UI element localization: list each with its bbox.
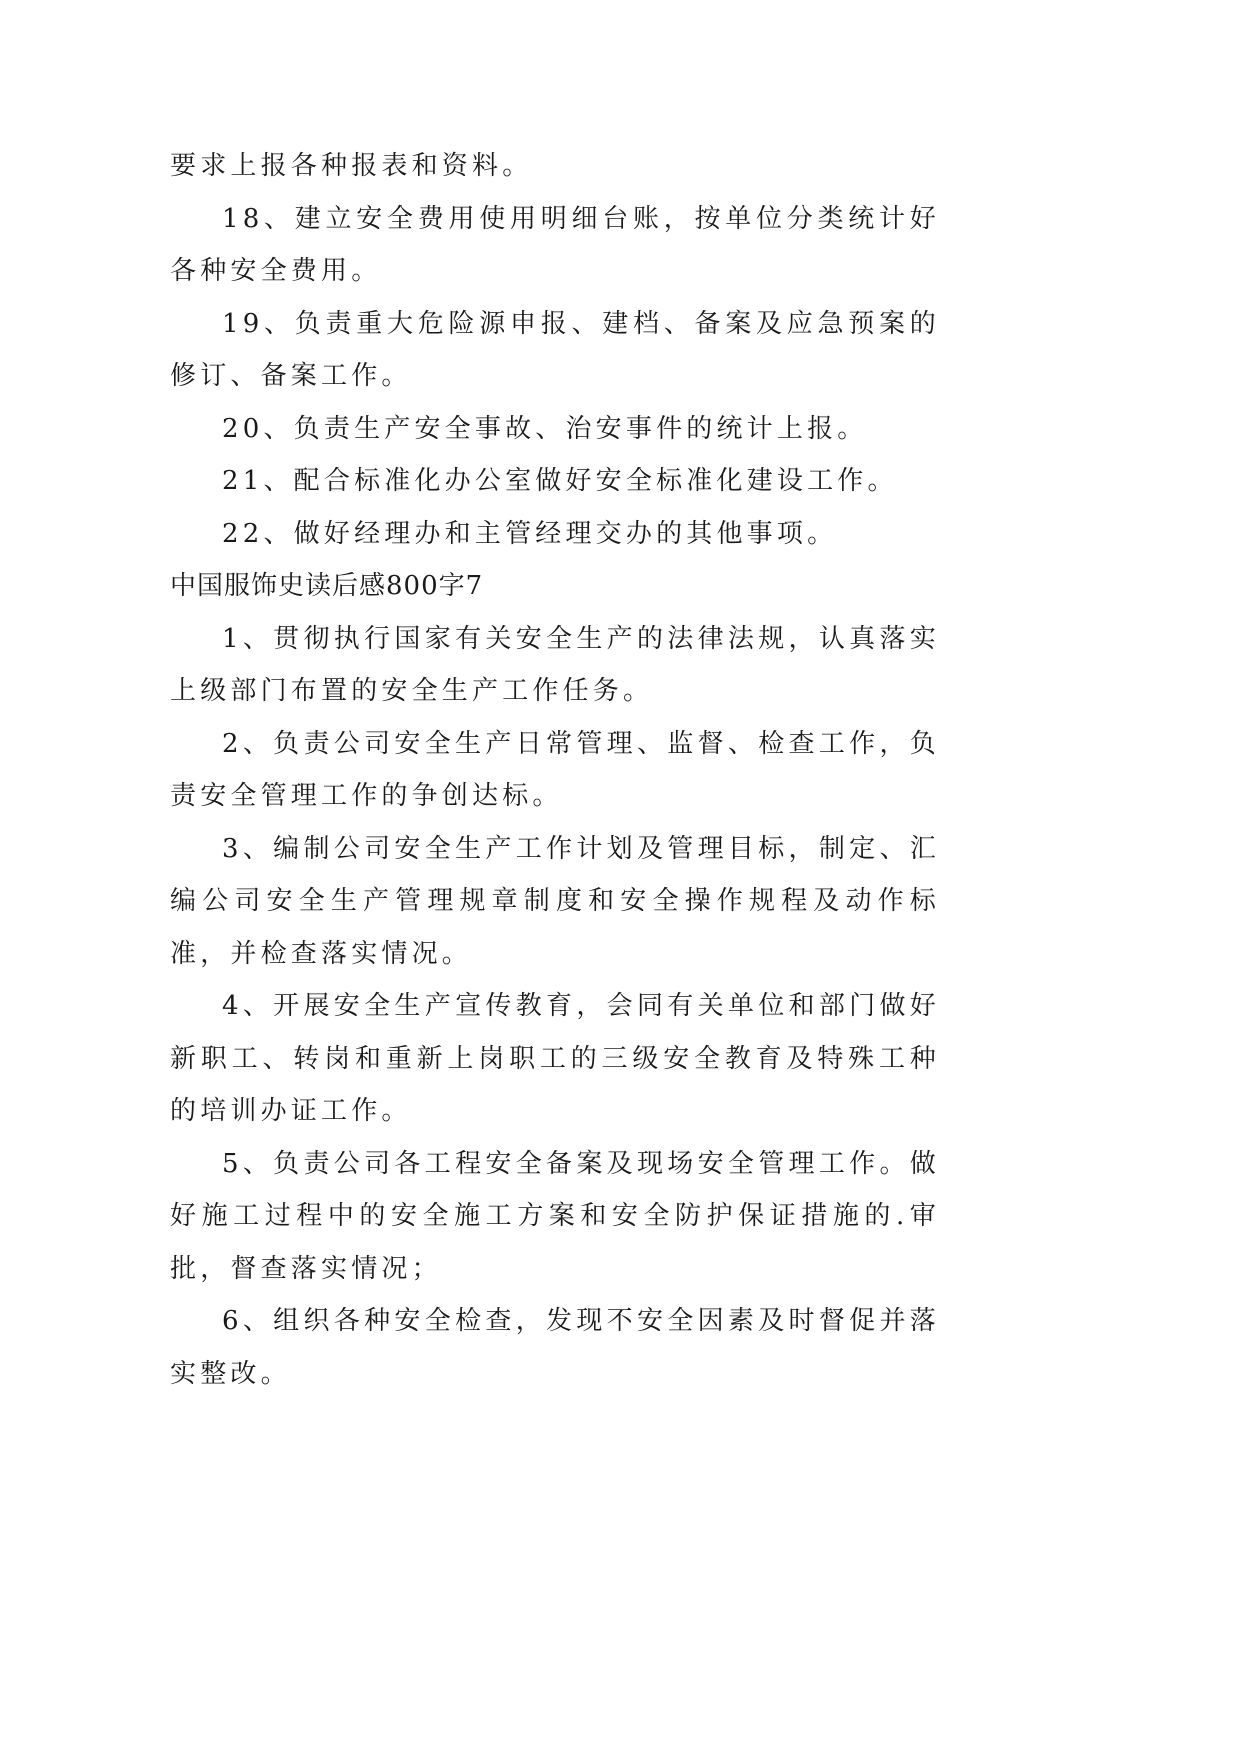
paragraph-item-19: 19、负责重大危险源申报、建档、备案及应急预案的修订、备案工作。 — [170, 308, 940, 391]
paragraph-item-18: 18、建立安全费用使用明细台账，按单位分类统计好各种安全费用。 — [170, 203, 940, 286]
section-paragraph-1: 1、贯彻执行国家有关安全生产的法律法规，认真落实上级部门布置的安全生产工作任务。 — [170, 623, 940, 706]
section-paragraph-3: 3、编制公司安全生产工作计划及管理目标，制定、汇编公司安全生产管理规章制度和安全操作规程及动作标准，并检查落实情况。 — [170, 833, 940, 969]
paragraph-item-20: 20、负责生产安全事故、治安事件的统计上报。 — [222, 413, 868, 444]
section-paragraph-4: 4、开展安全生产宣传教育，会同有关单位和部门做好新职工、转岗和重新上岗职工的三级安全教育及特殊工种的培训办证工作。 — [170, 991, 940, 1126]
paragraph-item-21: 21、配合标准化办公室做好安全标准化建设工作。 — [222, 466, 898, 496]
section-heading: 中国服饰史读后感800字7 — [170, 571, 484, 601]
document-body — [170, 140, 940, 1400]
paragraph-item-22: 22、做好经理办和主管经理交办的其他事项。 — [222, 518, 838, 549]
paragraph-continuation: 要求上报各种报表和资料。 — [170, 151, 533, 181]
section-paragraph-5: 5、负责公司各工程安全备案及现场安全管理工作。做好施工过程中的安全施工方案和安全防护保证措施的.审批，督查落实情况； — [170, 1148, 940, 1284]
section-paragraph-6: 6、组织各种安全检查，发现不安全因素及时督促并落实整改。 — [170, 1306, 940, 1389]
section-paragraph-2: 2、负责公司安全生产日常管理、监督、检查工作，负责安全管理工作的争创达标。 — [170, 728, 940, 811]
